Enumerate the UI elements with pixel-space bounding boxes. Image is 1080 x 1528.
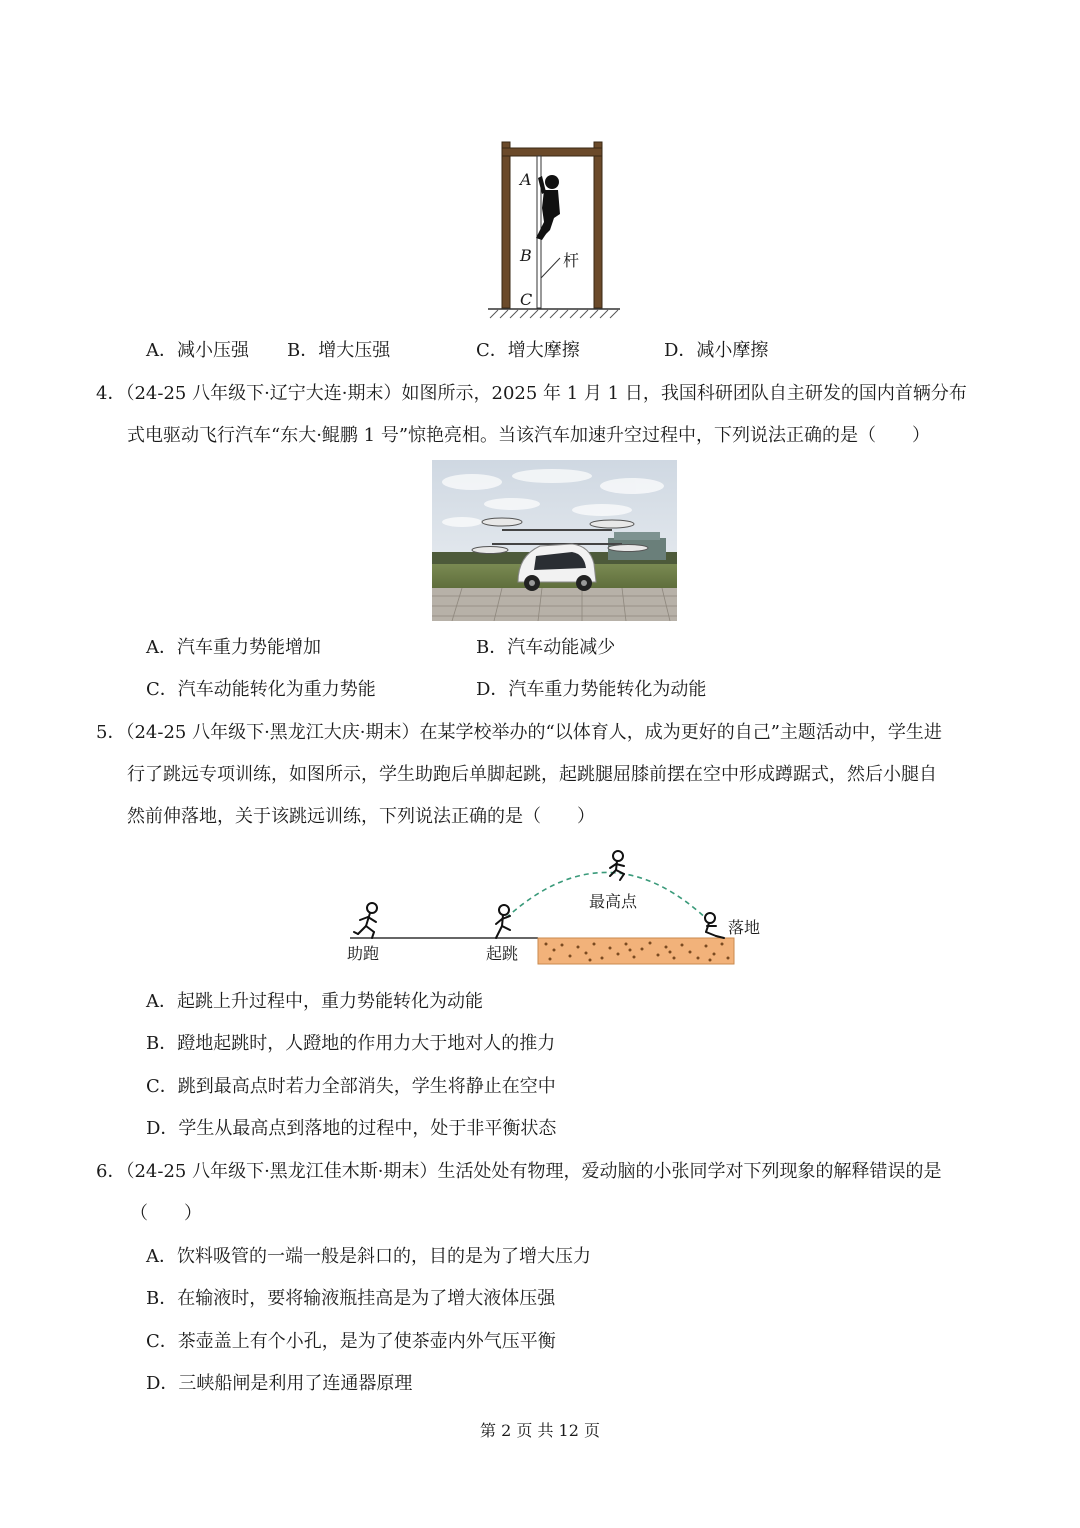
q6-option-d: D．三峡船闸是利用了连通器原理: [146, 1373, 413, 1394]
label-a: A: [520, 170, 532, 189]
q3-option-d: D．减小摩擦: [664, 340, 769, 361]
q5-stem-line-2: 行了跳远专项训练，如图所示，学生助跑后单脚起跳，起跳腿屈膝前摆在空中形成蹲踞式，然后小腿自: [127, 764, 937, 785]
label-rod: 杆: [563, 251, 580, 270]
flying-car-photo: [432, 460, 677, 621]
q4-stem-line-2: 式电驱动飞行汽车“东大·鲲鹏 1 号”惊艳亮相。当该汽车加速升空过程中，下列说法正确的是（ ）: [127, 425, 931, 446]
q5-option-c: C．跳到最高点时若力全部消失，学生将静止在空中: [146, 1076, 556, 1097]
q6-stem-line-1: 6．（24-25 八年级下·黑龙江佳木斯·期末）生活处处有物理，爱动脑的小张同学对下列现象的解释错误的是: [96, 1161, 942, 1182]
q4-option-d: D．汽车重力势能转化为动能: [476, 679, 707, 700]
label-highest: 最高点: [589, 892, 638, 911]
label-land: 落地: [728, 918, 761, 937]
q4-option-b: B．汽车动能减少: [476, 637, 616, 658]
label-c: C: [520, 290, 533, 309]
q6-option-c: C．茶壶盖上有个小孔，是为了使茶壶内外气压平衡: [146, 1331, 556, 1352]
q6-option-a: A．饮料吸管的一端一般是斜口的，目的是为了增大压力: [146, 1246, 591, 1267]
pole-climbing-figure: [480, 138, 630, 322]
label-b: B: [520, 246, 532, 265]
page-number-footer: 第 2 页 共 12 页: [480, 1421, 600, 1440]
q4-stem-line-1: 4．（24-25 八年级下·辽宁大连·期末）如图所示，2025 年 1 月 1 日，我国科研团队自主研发的国内首辆分布: [96, 383, 967, 404]
label-jump: 起跳: [486, 944, 519, 963]
label-run: 助跑: [347, 944, 380, 963]
q5-option-b: B．蹬地起跳时，人蹬地的作用力大于地对人的推力: [146, 1033, 556, 1054]
q6-stem-line-2: （ ）: [130, 1203, 202, 1224]
q5-stem-line-3: 然前伸落地，关于该跳远训练，下列说法正确的是（ ）: [127, 806, 595, 827]
q6-option-b: B．在输液时，要将输液瓶挂高是为了增大液体压强: [146, 1288, 556, 1309]
q3-option-b: B．增大压强: [287, 340, 391, 361]
q3-option-c: C．增大摩擦: [476, 340, 580, 361]
q5-option-a: A．起跳上升过程中，重力势能转化为动能: [146, 991, 483, 1012]
q3-option-a: A．减小压强: [146, 340, 249, 361]
q5-stem-line-1: 5．（24-25 八年级下·黑龙江大庆·期末）在某学校举办的“以体育人，成为更好的自己”主题活动中，学生进: [96, 722, 942, 743]
q4-option-a: A．汽车重力势能增加: [146, 637, 321, 658]
q5-option-d: D．学生从最高点到落地的过程中，处于非平衡状态: [146, 1118, 557, 1139]
q4-option-c: C．汽车动能转化为重力势能: [146, 679, 376, 700]
long-jump-figure: [340, 846, 770, 972]
